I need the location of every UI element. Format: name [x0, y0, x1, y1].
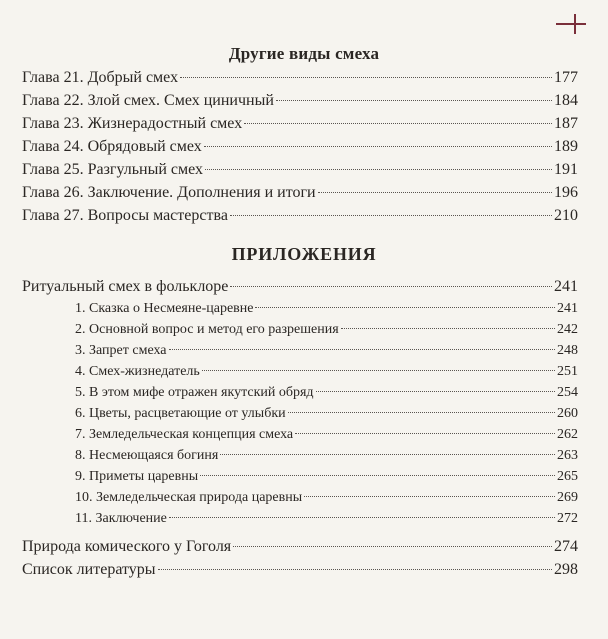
dot-leader	[202, 370, 555, 371]
toc-entry-label: 6. Цветы, расцветающие от улыбки	[75, 406, 286, 421]
toc-entry-label: 10. Земледельческая природа царевны	[75, 490, 303, 505]
dot-leader	[220, 454, 555, 455]
toc-entry-label: Глава 21. Добрый смех	[22, 69, 179, 86]
dot-leader	[230, 215, 552, 216]
corner-ornament	[542, 18, 586, 30]
toc-entry-label: 1. Сказка о Несмеяне-царевне	[75, 301, 254, 316]
toc-subentry[interactable]	[22, 445, 578, 466]
toc-entry-page: 260	[557, 406, 578, 421]
toc-entry-label: Природа комического у Гоголя	[22, 538, 232, 555]
toc-entry-page: 263	[557, 448, 578, 463]
toc-entry-label: 5. В этом мифе отражен якутский обряд	[75, 385, 314, 400]
dot-leader	[200, 475, 555, 476]
toc-entry-page: 262	[557, 427, 578, 442]
dot-leader	[341, 328, 555, 329]
toc-subentry[interactable]	[22, 340, 578, 361]
toc-entry-label: 11. Заключение	[75, 511, 167, 526]
toc-entry-page: 254	[557, 385, 578, 400]
toc-entry-label: 9. Приметы царевны	[75, 469, 199, 484]
toc-entry[interactable]	[22, 204, 578, 227]
toc-entry-page: 248	[557, 343, 578, 358]
toc-entry-label: 4. Смех-жизнедатель	[75, 364, 200, 379]
toc-entry-label: Ритуальный смех в фольклоре	[22, 278, 229, 295]
toc-entry[interactable]	[22, 158, 578, 181]
toc-entry[interactable]	[22, 135, 578, 158]
dot-leader	[304, 496, 555, 497]
dot-leader	[158, 569, 552, 570]
toc-entry-page: 191	[554, 161, 578, 178]
toc-entry[interactable]	[22, 89, 578, 112]
toc-entry-page: 184	[554, 92, 578, 109]
dot-leader	[169, 517, 555, 518]
appendix-list	[22, 275, 578, 581]
dot-leader	[204, 146, 552, 147]
corner-ornament-bar	[556, 23, 586, 25]
toc-entry-label: Глава 25. Разгульный смех	[22, 161, 204, 178]
toc-entry-page: 210	[554, 207, 578, 224]
appendix-title: ПРИЛОЖЕНИЯ	[231, 244, 377, 264]
toc-subentry[interactable]	[22, 298, 578, 319]
toc-entry-page: 187	[554, 115, 578, 132]
toc-subentry[interactable]	[22, 319, 578, 340]
chapter-list	[22, 66, 578, 227]
section-title: Другие виды смеха	[228, 44, 380, 63]
toc-entry[interactable]	[22, 535, 578, 558]
toc-entry-label: Глава 22. Злой смех. Смех циничный	[22, 92, 274, 109]
toc-entry-page: 241	[554, 278, 578, 295]
toc-entry-page: 272	[557, 511, 578, 526]
toc-entry[interactable]	[22, 558, 578, 581]
toc-entry[interactable]	[22, 66, 578, 89]
dot-leader	[295, 433, 555, 434]
toc-entry-page: 242	[557, 322, 578, 337]
toc-entry-page: 177	[554, 69, 578, 86]
toc-subentry[interactable]	[22, 466, 578, 487]
toc-entry-label: 8. Несмеющаяся богиня	[75, 448, 219, 463]
dot-leader	[288, 412, 555, 413]
toc-entry-label: 3. Запрет смеха	[75, 343, 167, 358]
toc-entry-label: Глава 24. Обрядовый смех	[22, 138, 202, 155]
toc-entry-label: 2. Основной вопрос и метод его разрешения	[75, 322, 339, 337]
toc-entry-page: 265	[557, 469, 578, 484]
dot-leader	[318, 192, 552, 193]
dot-leader	[180, 77, 552, 78]
toc-entry-label: Глава 23. Жизнерадостный смех	[22, 115, 243, 132]
toc-subentry[interactable]	[22, 361, 578, 382]
dot-leader	[169, 349, 556, 350]
dot-leader	[233, 546, 552, 547]
toc-subentry[interactable]	[22, 382, 578, 403]
toc-entry-label: Глава 26. Заключение. Дополнения и итоги	[22, 184, 316, 201]
toc-subentry[interactable]	[22, 403, 578, 424]
toc-entry[interactable]	[22, 181, 578, 204]
toc-subentry[interactable]	[22, 508, 578, 529]
toc-entry-page: 274	[554, 538, 578, 555]
toc-entry-label: Список литературы	[22, 561, 156, 578]
dot-leader	[205, 169, 552, 170]
dot-leader	[255, 307, 555, 308]
dot-leader	[230, 286, 552, 287]
corner-ornament-tick	[574, 14, 576, 34]
toc-entry-page: 298	[554, 561, 578, 578]
toc-entry-page: 251	[557, 364, 578, 379]
dot-leader	[316, 391, 555, 392]
toc-group-entry[interactable]	[22, 275, 578, 298]
toc-entry-label: 7. Земледельческая концепция смеха	[75, 427, 294, 442]
toc-entry-page: 241	[557, 301, 578, 316]
dot-leader	[244, 123, 552, 124]
dot-leader	[276, 100, 552, 101]
toc-entry-page: 196	[554, 184, 578, 201]
toc-subentry[interactable]	[22, 487, 578, 508]
toc-entry-page: 189	[554, 138, 578, 155]
toc-entry-label: Глава 27. Вопросы мастерства	[22, 207, 228, 224]
toc-subentry[interactable]	[22, 424, 578, 445]
toc-entry[interactable]	[22, 112, 578, 135]
toc-entry-page: 269	[557, 490, 578, 505]
